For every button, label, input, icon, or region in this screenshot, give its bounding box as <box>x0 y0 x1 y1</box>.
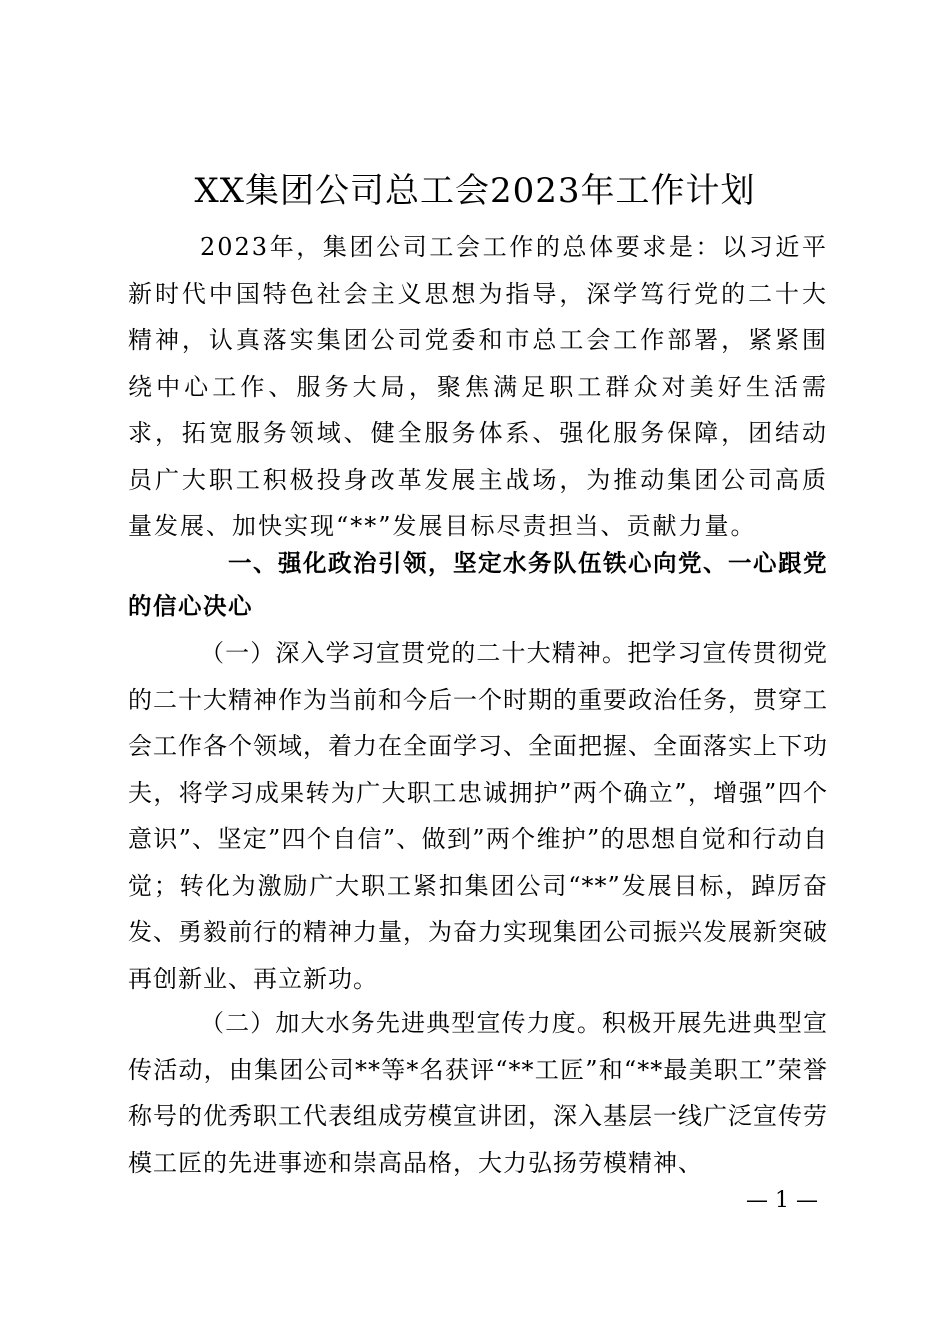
page-number: — 1 — <box>746 1188 818 1213</box>
document-title: XX集团公司总工会2023年工作计划 <box>194 171 756 211</box>
item-paragraph-1: （一）深入学习宣贯党的二十大精神。把学习宣传贯彻党的二十大精神作为当前和今后一个时期的重要政治任务，贯穿工会工作各个领域，着力在全面学习、全面把握、全面落实上下功夫，将学习成果转为广大职工忠诚拥护”两个确立”，增强”四个意识”、坚定”四个自信”、做到”两个维护”的思想自觉和行动自觉；转化为激励广大职工紧扣集团公司“**”发展目标，踔厉奋发、勇毅前行的精神力量，为奋力实现集团公司振兴发展新突破再创新业、再立新功。 <box>128 639 828 993</box>
intro-paragraph: 2023年，集团公司工会工作的总体要求是：以习近平新时代中国特色社会主义思想为指导，深学笃行党的二十大精神，认真落实集团公司党委和市总工会工作部署，紧紧围绕中心工作、服务大局，聚焦满足职工群众对美好生活需求，拓宽服务领域、健全服务体系、强化服务保障，团结动员广大职工积极投身改革发展主战场，为推动集团公司高质量发展、加快实现“**”发展目标尽责担当、贡献力量。 <box>128 233 828 540</box>
section-heading-1: 一、强化政治引领，坚定水务队伍铁心向党、一心跟党的信心决心 <box>128 549 828 620</box>
item-paragraph-2: （二）加大水务先进典型宣传力度。积极开展先进典型宣传活动，由集团公司**等*名获评“**工匠”和“**最美职工”荣誉称号的优秀职工代表组成劳模宣讲团，深入基层一线广泛宣传劳模工匠的先进事迹和崇高品格，大力弘扬劳模精神、 <box>128 1009 828 1177</box>
